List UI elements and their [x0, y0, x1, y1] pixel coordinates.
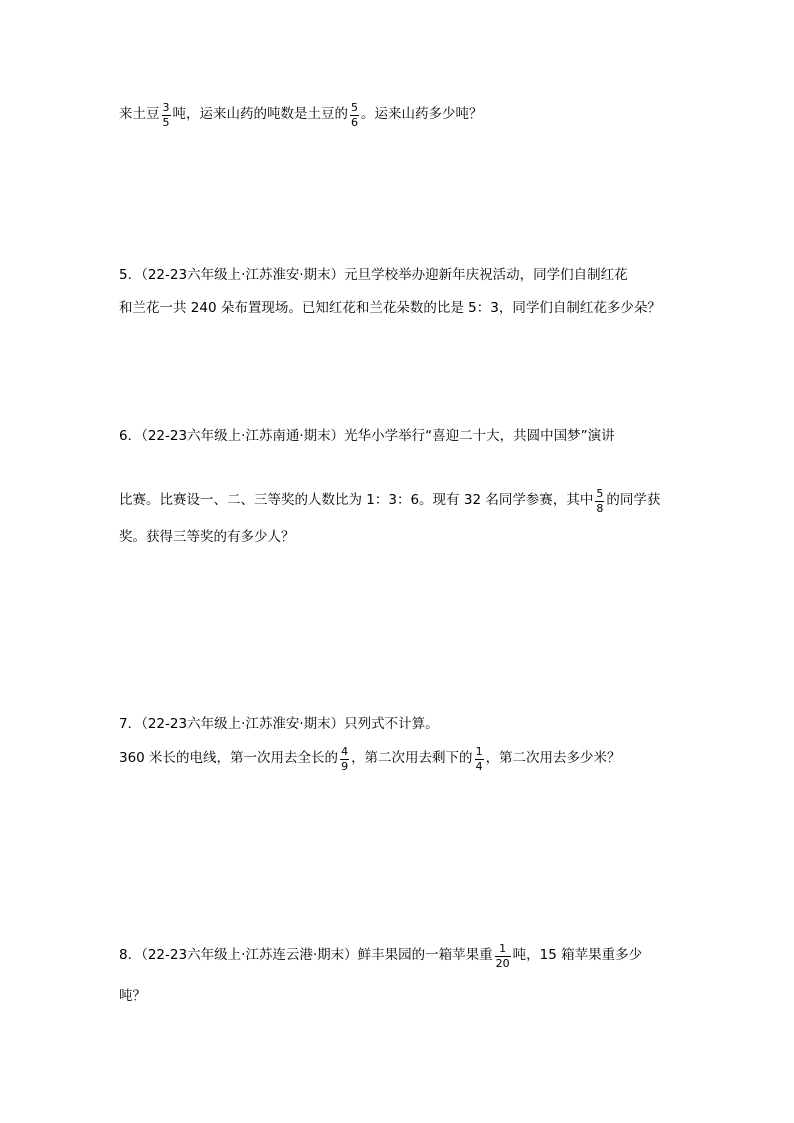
- fraction-denominator: 8: [596, 501, 604, 515]
- q7-fraction-four-ninths: [340, 746, 349, 772]
- q7-fraction-one-quarter: [475, 746, 484, 772]
- q8-line-1: [119, 943, 642, 969]
- q4-text-3: 。运来山药多少吨？: [361, 106, 483, 123]
- q5-line-1: 5．（22-23六年级上·江苏淮安·期末）元旦学校举办迎新年庆祝活动，同学们自制红花: [119, 267, 628, 283]
- fraction-numerator: 5: [351, 101, 358, 114]
- q6-line-3: 奖。获得三等奖的有多少人？: [119, 529, 295, 545]
- fraction-numerator: 5: [596, 487, 604, 500]
- q8-fraction-one-twentieth: [495, 943, 511, 969]
- q7-line-2: [119, 746, 621, 772]
- q4-line-1: [119, 102, 483, 128]
- q6-line-1: 6．（22-23六年级上·江苏南通·期末）光华小学举行“喜迎二十大，共圆中国梦”演讲: [119, 428, 615, 444]
- fraction-denominator: 4: [475, 759, 483, 773]
- q4-fraction-three-fifths: [162, 102, 171, 128]
- fraction-numerator: 3: [162, 101, 170, 114]
- q7-text-1: 360 米长的电线，第一次用去全长的: [119, 750, 339, 767]
- q6-text-1: 比赛。比赛设一、二、三等奖的人数比为 1：3：6。现有 32 名同学参赛，其中: [119, 492, 594, 509]
- q4-fraction-five-sixths: [350, 102, 359, 128]
- fraction-denominator: 20: [495, 956, 510, 970]
- fraction-denominator: 9: [341, 759, 349, 773]
- q8-line-2: 吨？: [119, 988, 146, 1004]
- q8-text-1: 8．（22-23六年级上·江苏连云港·期末）鲜丰果园的一箱苹果重: [119, 947, 493, 964]
- fraction-denominator: 6: [351, 115, 358, 129]
- q6-line-2: [119, 488, 660, 514]
- q4-text-1: 来土豆: [119, 106, 160, 123]
- q4-text-2: 吨，运来山药的吨数是土豆的: [172, 106, 348, 123]
- fraction-numerator: 1: [475, 745, 483, 758]
- fraction-numerator: 4: [341, 745, 349, 758]
- fraction-numerator: 1: [499, 942, 507, 955]
- q8-text-2: 吨，15 箱苹果重多少: [512, 947, 643, 964]
- q7-text-3: ，第二次用去多少米？: [485, 750, 621, 767]
- fraction-denominator: 5: [162, 115, 170, 129]
- q6-text-2: 的同学获: [606, 492, 661, 509]
- q6-fraction-five-eighths: [595, 488, 604, 514]
- q7-line-1: 7．（22-23六年级上·江苏淮安·期末）只列式不计算。: [119, 716, 439, 732]
- q7-text-2: ，第二次用去剩下的: [351, 750, 473, 767]
- q5-line-2: 和兰花一共 240 朵布置现场。已知红花和兰花朵数的比是 5：3，同学们自制红花多少朵？: [119, 300, 661, 316]
